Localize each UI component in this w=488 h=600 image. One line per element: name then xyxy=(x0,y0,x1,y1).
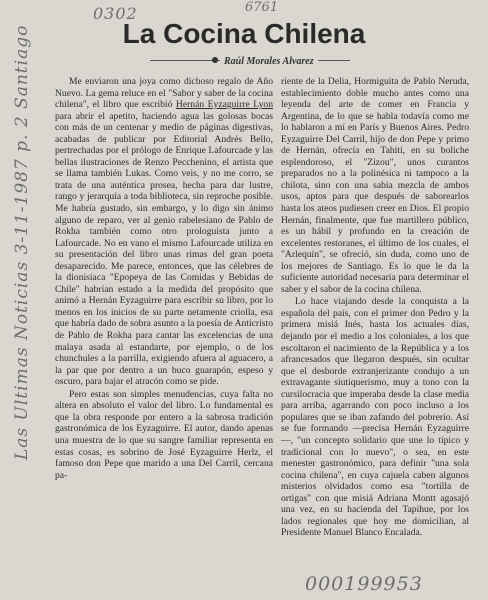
article-title: La Cocina Chilena xyxy=(122,18,366,49)
paragraph xyxy=(55,76,273,388)
paragraph: riente de la Delia, Hormiguita de Pablo Neruda, establecimiento doble mucho antes como una leyenda del arte de comer en Francia y Argentina, de lo que se habla todavía como me lo hablaron a mí en París y Buenos Aires. Pedro Eyzaguirre Del Carril, hijo de don Pepe y primo de Hernán, ofrecía en Tahití, en su boliche esplendoroso, el "Zizou", unos curantos preparados no a la polinésica ni tampoco a la chilota, sino con una sabia mezcla de ambos usos, aptos para que después de saborearlos hasta los ateos pudiesen creer en Dios. El propio Hernán, finalmente, que fue martillero público, es un hábil y profundo en la creación de excelentes restoranes, el último de los cuales, el "Arlequín", se ofreció, sin duda, como uno de los mejores de Santiago. Es lo que le da la suficiente autoridad necesaria para determinar el saber y el sabor de la cocina chilena. xyxy=(281,76,469,295)
paragraph: Lo hace viajando desde la conquista a la española del país, con el primer don Pedro y la primera misiá Inés, hasta los actuales días, dejando por el medio a los coloniales, a los que escoltaron el nacimiento de la República y a los afrancesados que llegaron después, sin ocultar que el desborde extranjerizante condujo a un extravagante siutiquerismo, muy a tono con la cursilocracia que imperaba desde la clase media para arriba, agarrando con poco incluso a los populares que se iban zafando del pobrerío. Así se fue formando —precisa Hernán Eyzaguirre—, "un concepto solidario que une lo típico y tradicional con lo nuevo", o sea, en este menester gastronómico, para definir "una sola cocina chilena", en cuya cajuela caben algunos misterios olvidados como esa "tortilla de ortigas" con que misiá Adriana Montt agasajó una vez, en su hacienda del Tapihue, por los lados regionales que hoy me domicilian, al Presidente Manuel Blanco Encalada. xyxy=(281,296,469,539)
paragraph-text: para abrir el apetito, haciendo agua las golosas bocas con más de un centenar y medio de páginas digestivas, acabadas de publicar por Editorial Andrés Bello, pertrechadas por el prólogo de Enrique Lafourcade y las bellas ilustraciones de Renzo Pecchenino, el artista que se llama también Lukas. Como veis, y no me corro, se trata de una auténtica prosea, hecha para dar lustre, rango y jerarquía a toda biblioteca, sin reproche posible. Me habría gustado, sin embargo, y lo digo sin ánimo alguno de reparo, ver al genio rabelesiano de Pablo de Rokha también como otro prologuista junto a Lafourcade. No en vano el mismo Lafourcade utiliza en su presentación del libro unas rimas del gran poeta desaparecido. Me parece, entonces, que las célebres de la dionisíaca "Epopeya de las Comidas y Bebidas de Chile" habrían estado a la medida del propósito que animó a Hernán Eyzaguirre para escribir su libro, por lo menos en los inicios de su parte netamente criolla, esa que habría dado de sobra asunto a la poesía de Antícristo de Pablo de Rokha para cantar las excelencias de una malaya asada al estandarte, por ejemplo, o de los chunchules a la parrilla, exigiendo afuera al aguacero, a la par que por dentro a un buco guarapón, espeso y oscuro, para bajar el atracón como se pide. xyxy=(55,110,273,388)
article-column-right xyxy=(281,76,469,539)
handwritten-archive-number: 0302 xyxy=(93,4,138,23)
byline-bullet xyxy=(212,57,218,63)
article-byline: Raúl Morales Alvarez xyxy=(220,56,318,67)
handwritten-catalog-number: 000199953 xyxy=(305,573,423,595)
article-column-left xyxy=(55,76,273,481)
paragraph: Pero estas son simples menudencias, cuya falta no altera en absoluto el valor del libro. Lo fundamental es que la obra responde por entero a la sabrosa tradición gastronómica de los Eyzaguirre. El autor, dando apenas una muestra de lo que su sangre familiar representa en estas cosas, es sobrino de José Eyzaguirre Herlz, el famoso don Pepe que marido a una Del Carril, cercana pa- xyxy=(55,388,273,481)
handwritten-ref-number: 6761 xyxy=(245,0,279,15)
underlined-author-name: Hernán Eyzaguirre Lyon xyxy=(175,99,273,111)
handwritten-source-note: Las Ultimas Noticias 3-11-1987 p. 2 Santiago xyxy=(12,24,32,460)
paragraph-text: Me enviaron una joya como dichoso regalo de Año Nuevo. La gema reluce en el "Sabor y saber de la cocina chilena", el libro que escribió xyxy=(55,76,273,111)
